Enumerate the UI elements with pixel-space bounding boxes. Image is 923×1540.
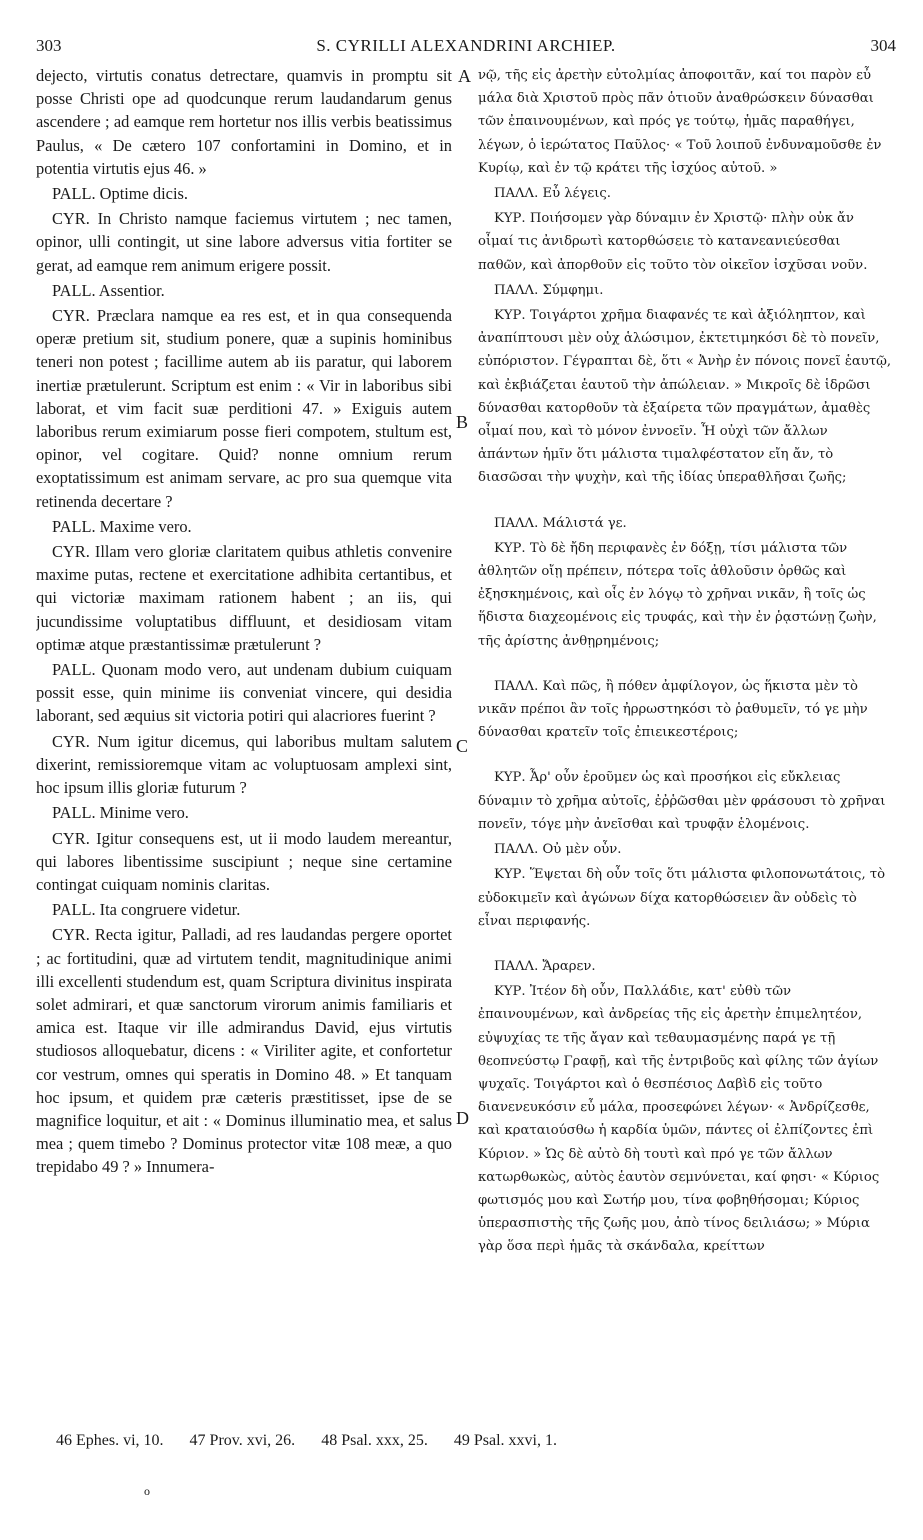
greek-paragraph: ΚΥΡ. Ἆρ' οὖν ἐροῦμεν ὡς καὶ προσήκοι εἰς εὔκλειας δύναμιν τὸ χρῆμα αὐτοῖς, ἐῤῥῶσθαι μὲν φράσουσι τὸ χρῆναι πονεῖν, τόγε μὴν ἀνεῖσθαι καὶ τρυφᾷν ἑλομένοις. <box>478 770 886 832</box>
latin-paragraph: CYR. Igitur consequens est, ut ii modo laudem mereantur, qui labores libentissime suscipiunt ; neque sine certamine contingat cuiquam nominis claritas. <box>36 828 452 894</box>
footnote: 47 Prov. xvi, 26. <box>189 1432 296 1449</box>
greek-paragraph: νῷ, τῆς εἰς ἀρετὴν εὐτολμίας ἀποφοιτᾶν, καί τοι παρὸν εὖ μάλα διὰ Χριστοῦ πρὸς πᾶν ὁτιοῦν ἀναθρώσκειν δύνασθαι τῶν ἐπαινουμένων, καὶ πρός γε τούτῳ, ἡμᾶς παραθήγει, λέγων, ὁ ἱερώτατος Παῦλος· « Τοῦ λοιποῦ ἐνδυναμοῦσθε ἐν Κυρίῳ, καὶ ἐν τῷ κράτει τῆς ἰσχύος αὐτοῦ. » <box>478 68 882 176</box>
greek-paragraph: ΚΥΡ. Τὸ δὲ ἤδη περιφανὲς ἐν δόξῃ, τίσι μάλιστα τῶν ἀθλητῶν οἴῃ πρέπειν, πότερα τοῖς ἀθλοῦσιν ὀρθῶς καὶ ἐξησκημένοις, καὶ οἷς ἐν λόγῳ τὸ χρῆναι νικᾶν, ἢ τοῖς ὡς ἥδιστα διαχεομένοις εἰς τρυφάς, καὶ τὴν ἐν ῥᾳστώνῃ ζωὴν, τῆς ἀρίστης ἀνθῃρημένοις; <box>478 540 877 649</box>
latin-paragraph: CYR. Illam vero gloriæ claritatem quibus athletis convenire maxime putas, rectene et exercitatione adhibita certantibus, et qui victoriæ maximam rationem habent ; an iis, qui jucundissime voluptatibus diffluunt, et desidiosam vitam optimæ atque præstantissimæ prætulerunt ? <box>36 542 452 654</box>
greek-paragraph: ΚΥΡ. Ἰτέον δὴ οὖν, Παλλάδιε, κατ' εὐθὺ τῶν ἐπαινουμένων, καὶ ἀνδρείας τῆς εἰς ἀρετὴν ἐπιμελητέον, εὐψυχίας τε τῆς ἄγαν καὶ τεθαυμασμένης παρά γε τῇ θεοπνεύστῳ Γραφῇ, καὶ τῆς ἐντριβοῦς καὶ φίλης τῶν ἁγίων ψυχαῖς. Τοιγάρτοι καὶ ὁ θεσπέσιος Δαβὶδ εἰς τοῦτο διανενευκόσιν εὖ μάλα, προσεφώνει λέγων· « Ἀνδρίζεσθε, καὶ κραταιούσθω ἡ καρδία ὑμῶν, πάντες οἱ ἐλπίζοντες ἐπὶ Κύριον. » Ὡς δὲ αὐτὸ δὴ τουτὶ καὶ πρό γε τῶν ἄλλων κατωρθωκὼς, αὐτὸς ἑαυτὸν σεμνύνεται, καί φησι· « Κύριος φωτισμός μου καὶ Σωτήρ μου, τίνα φοβηθήσομαι; Κύριος ὑπερασπιστὴς τῆς ζωῆς μου, ἀπὸ τίνος δειλιάσω; » Μύρια γὰρ ὅσα περὶ ἡμᾶς τὰ σκάνδαλα, κρείττων <box>478 984 880 1255</box>
margin-letter-a: A <box>458 66 471 86</box>
footnotes <box>56 1432 876 1450</box>
running-header <box>36 36 896 58</box>
bottom-mark: o <box>144 1484 150 1498</box>
running-title: S. CYRILLI ALEXANDRINI ARCHIEP. <box>316 36 616 55</box>
footnote: 49 Psal. xxvi, 1. <box>453 1432 557 1449</box>
latin-paragraph: dejecto, virtutis conatus detrectare, quamvis in promptu sit posse Christi ope ad quodcunque rerum laudandarum genus ascendere ; ad eamque rem hortetur nos illis verbis beatissimus Paulus, « De cætero 107 confortamini in Domino, et in potentia virtutis ejus 46. » <box>36 66 452 178</box>
latin-paragraph: PALL. Assentior. <box>52 280 165 300</box>
margin-letter-b: B <box>456 412 469 432</box>
latin-paragraph: CYR. Num igitur dicemus, qui laboribus multam salutem dixerint, remissioremque vitam ac voluptuosam amplexi sint, hoc ipsum illis gloriæ futurum ? <box>36 731 452 798</box>
margin-letter-c: C <box>456 736 469 756</box>
greek-paragraph: ΚΥΡ. Τοιγάρτοι χρῆμα διαφανές τε καὶ ἀξιόληπτον, καὶ ἀναπίπτουσι μὲν οὐχ ἁλώσιμον, ἐκτετιμηκόσι δὲ τὸ πονεῖν, εὐπόριστον. Γέγραπται δὲ, ὅτι « Ἀνὴρ ἐν πόνοις πονεῖ ἑαυτῷ, καὶ ἐκβιάζεται ἑαυτοῦ τὴν ἀπώλειαν. » Μικροῖς δὲ ἱδρῶσι δύνασθαι κατορθοῦν τὰ ἐξαίρετα τῶν πραγμάτων, ἀμαθὲς οἶμαί που, καὶ τὸ μόνον ἐννοεῖν. Ἦ οὐχὶ τῶν ἄλλων ἁπάντων ἡμῖν ὅτι μάλιστα τιμαλφέστατον εἴη ἄν, τὸ διασῶσαι τὴν ψυχὴν, καὶ τῆς ἰδίας ὑπεραθλῆσαι ζωῆς; <box>478 308 892 486</box>
greek-paragraph: ΚΥΡ. Ποιήσομεν γὰρ δύναμιν ἐν Χριστῷ· πλὴν οὐκ ἄν οἶμαί τις ἀνιδρωτὶ κατορθώσειε τὸ κατανεανιεύεσθαι παθῶν, καὶ ἀπορθοῦν εἰς τοῦτο τὸν οἰκεῖον ἰσχῦσαι νοῦν. <box>478 211 868 273</box>
latin-column <box>36 64 452 1424</box>
greek-column <box>478 64 892 1424</box>
greek-paragraph: ΠΑΛΛ. Σύμφημι. <box>494 282 604 298</box>
latin-paragraph: PALL. Quonam modo vero, aut undenam dubium cuiquam possit esse, quin minime iis conveniat vincere, qui desidia laborant, sed æquius sit victoria potiri qui alacriores fuerint ? <box>36 660 452 726</box>
footnote: 48 Psal. xxx, 25. <box>321 1432 428 1449</box>
greek-paragraph: ΠΑΛΛ. Εὖ λέγεις. <box>494 186 611 202</box>
greek-paragraph: ΠΑΛΛ. Καὶ πῶς, ἢ πόθεν ἀμφίλογον, ὡς ἥκιστα μὲν τὸ νικᾶν πρέποι ἂν τοῖς ἠρρωστηκόσι τὸ ῥαθυμεῖν, τό γε μὴν δύνασθαι κρατεῖν τοῖς ἐπιεικεστέροις; <box>478 678 868 741</box>
latin-paragraph: PALL. Ita congruere videtur. <box>52 900 241 920</box>
left-page-number: 303 <box>36 36 62 55</box>
footnote: 46 Ephes. vi, 10. <box>56 1432 164 1449</box>
latin-paragraph: PALL. Optime dicis. <box>52 184 188 204</box>
latin-paragraph: CYR. Præclara namque ea res est, et in qua consequenda operæ pretium sit, studium ponere, quæ a supinis hominibus teneri non potest ; facillime autem ab iis paratur, qui laborem inertiæ prætulerunt. Scriptum est enim : « Vir in laboribus sibi laborat, et vim facit suæ perditioni 47. » Exiguis autem laboribus rerum eximiarum posse fieri compotem, stultum est, opinor, vel cogitare. Quid? nonne omnium rerum exoptatissimum est animam servare, ac pro sua quemque vita retinenda decertare ? <box>36 306 452 511</box>
right-page-number: 304 <box>870 36 896 55</box>
latin-paragraph: PALL. Maxime vero. <box>52 516 192 536</box>
greek-paragraph: ΚΥΡ. Ἕψεται δὴ οὖν τοῖς ὅτι μάλιστα φιλοπονωτάτοις, τὸ εὐδοκιμεῖν καὶ ἀγώνων δίχα κατορθώσειεν ἂν οὐδεὶς τὸ εἶναι περιφανής. <box>478 867 886 929</box>
latin-paragraph: CYR. In Christo namque faciemus virtutem ; nec tamen, opinor, ulli contingit, ut sine labore adversus vitia fortiter se gerat, ad eamque rem animum erigere possit. <box>36 209 452 275</box>
margin-letter-d: D <box>456 1108 469 1128</box>
greek-paragraph: ΠΑΛΛ. Μάλιστά γε. <box>494 515 627 531</box>
greek-paragraph: ΠΑΛΛ. Οὐ μὲν οὖν. <box>494 842 622 858</box>
greek-paragraph: ΠΑΛΛ. Ἄραρεν. <box>494 958 596 974</box>
latin-paragraph: PALL. Minime vero. <box>52 803 189 823</box>
latin-paragraph: CYR. Recta igitur, Palladi, ad res laudandas pergere oportet ; ac fortitudini, quæ ad virtutem tendit, magnitudinique animi illi excellenti studendum est, quam Scriptura divinitus inspirata solet admirari, et quæ sanctorum virorum animis familiaris et amica est. Itaque vir ille admirandus David, ejus virtutis studiosos alloquebatur, dicens : « Viriliter agite, et confortetur cor vestrum, omnes qui speratis in Domino 48. » Et tanquam hoc ipsum, et quidem præ cæteris præstitisset, ipse de se magnifice loquitur, et ait : « Dominus illuminatio mea, et salus mea ; quem timebo ? Dominus protector vitæ 108 meæ, a quo trepidabo 49 ? » Innumera- <box>36 925 452 1177</box>
